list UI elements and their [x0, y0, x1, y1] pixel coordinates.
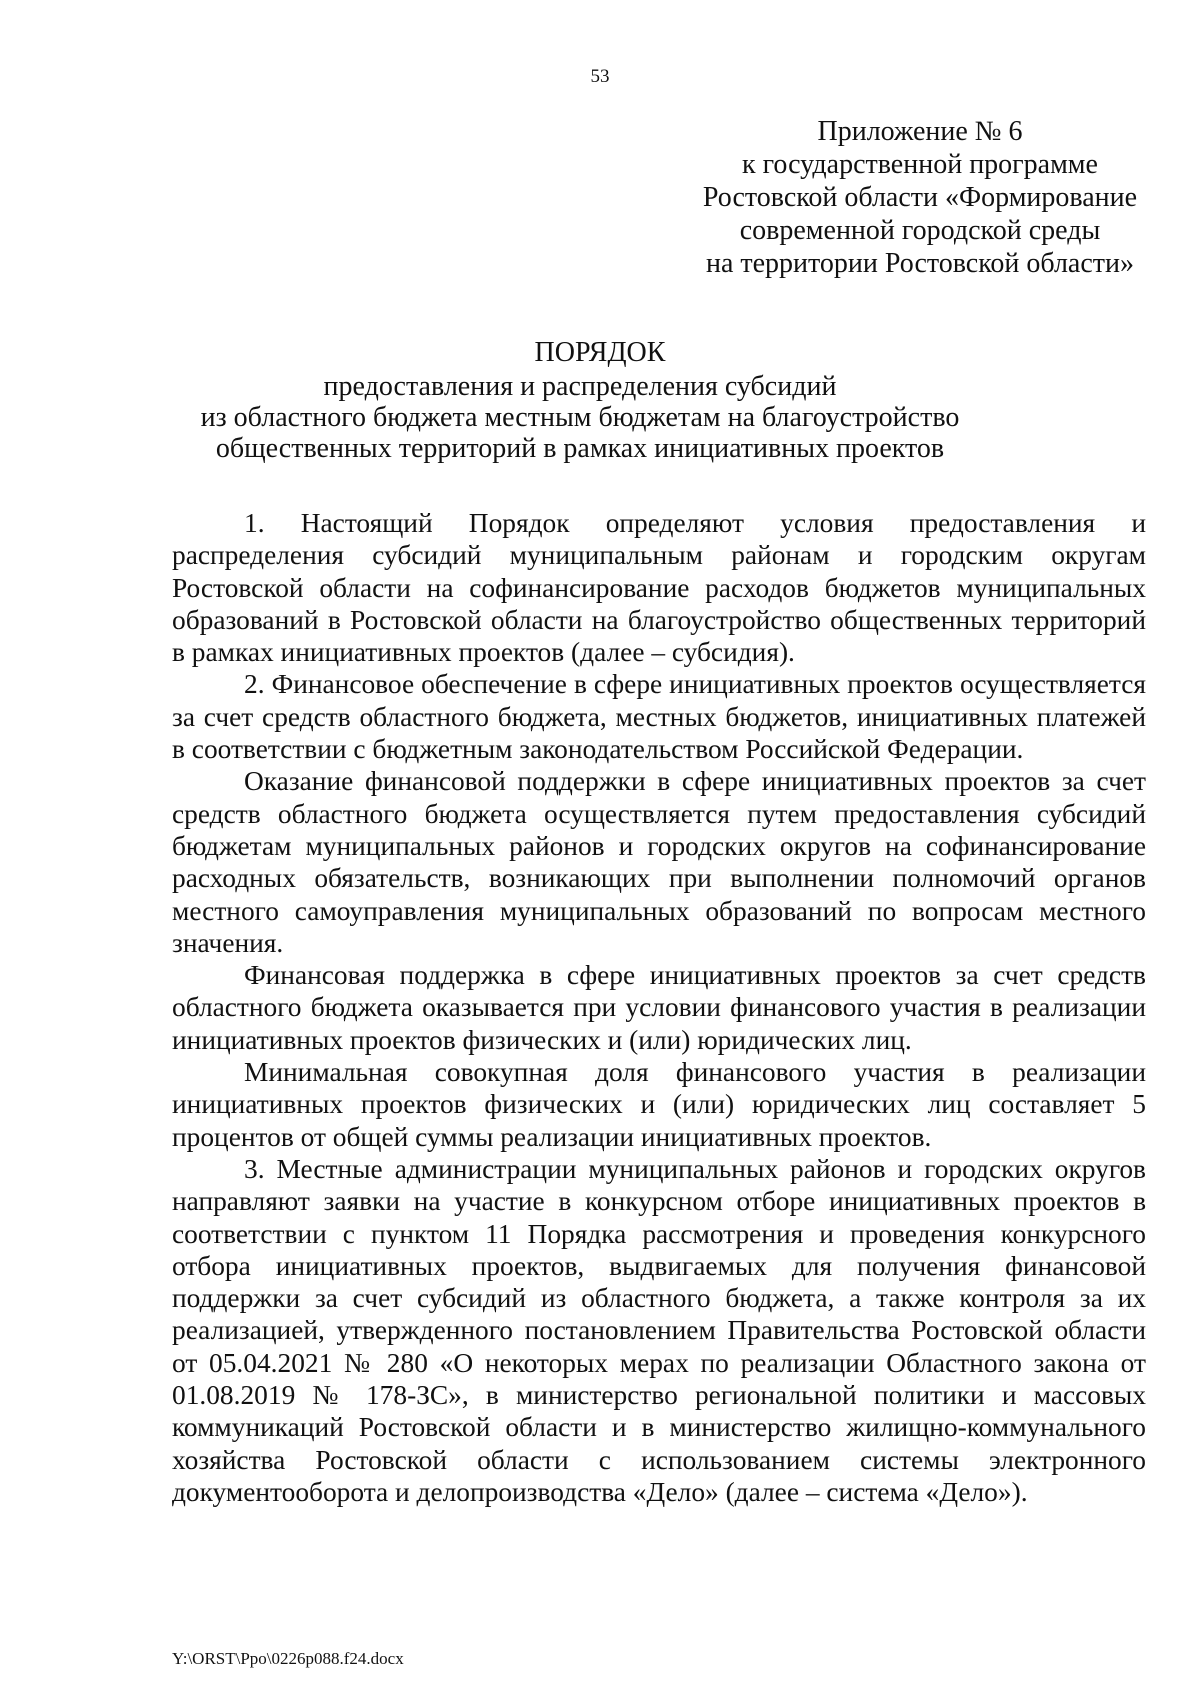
- document-title: ПОРЯДОК: [534, 337, 666, 368]
- document-subtitle: [200, 371, 960, 464]
- subtitle-line: общественных территорий в рамках инициативных проектов: [215, 433, 945, 464]
- appendix-line: современной городской среды: [739, 215, 1101, 246]
- appendix-line: на территории Ростовской области»: [705, 248, 1134, 279]
- appendix-line: Ростовской области «Формирование: [702, 182, 1138, 213]
- appendix-header: [690, 115, 1150, 280]
- document-body: [172, 507, 1146, 1508]
- paragraph: 3. Местные администрации муниципальных районов и городских округов направляют заявки на участие в конкурсном отборе инициативных проектов в соответствии с пунктом 11 Порядка рассмотрения и проведения конкурсного отбора инициативных проектов, выдвигаемых для получения финансовой поддержки за счет субсидий из областного бюджета, а также контроля за их реализацией, утвержденного постановлением Правительства Ростовской области от 05.04.2021 № 280 «О некоторых мерах по реализации Областного закона от 01.08.2019 № 178-ЗС», в министерство региональной политики и массовых коммуникаций Ростовской области и в министерство жилищно-коммунального хозяйства Ростовской области с использованием системы электронного документооборота и делопроизводства «Дело» (далее – система «Дело»).: [172, 1153, 1146, 1507]
- paragraph: 2. Финансовое обеспечение в сфере инициативных проектов осуществляется за счет средств областного бюджета, местных бюджетов, инициативных платежей в соответствии с бюджетным законодательством Российской Федерации.: [172, 669, 1146, 765]
- paragraph: Финансовая поддержка в сфере инициативных проектов за счет средств областного бюджета оказывается при условии финансового участия в реализации инициативных проектов физических и (или) юридических лиц.: [172, 960, 1146, 1055]
- appendix-line: Приложение № 6: [817, 116, 1023, 147]
- paragraph: 1. Настоящий Порядок определяют условия предоставления и распределения субсидий муниципальным районам и городским округам Ростовской области на софинансирование расходов бюджетов муниципальных образований в Ростовской области на благоустройство общественных территорий в рамках инициативных проектов (далее – субсидия).: [172, 508, 1146, 668]
- subtitle-line: предоставления и распределения субсидий: [323, 371, 837, 402]
- page-number: 53: [590, 66, 610, 87]
- appendix-line: к государственной программе: [742, 149, 1098, 180]
- paragraph: Минимальная совокупная доля финансового участия в реализации инициативных проектов физических и (или) юридических лиц составляет 5 процентов от общей суммы реализации инициативных проектов.: [172, 1057, 1146, 1152]
- subtitle-line: из областного бюджета местным бюджетам на благоустройство: [200, 402, 960, 433]
- paragraph: Оказание финансовой поддержки в сфере инициативных проектов за счет средств областного бюджета осуществляется путем предоставления субсидий бюджетам муниципальных районов и городских округов на софинансирование расходных обязательств, возникающих при выполнении полномочий органов местного самоуправления муниципальных образований по вопросам местного значения.: [172, 766, 1146, 958]
- footer-file-path: Y:\ORST\Ppo\0226p088.f24.docx: [172, 1649, 404, 1668]
